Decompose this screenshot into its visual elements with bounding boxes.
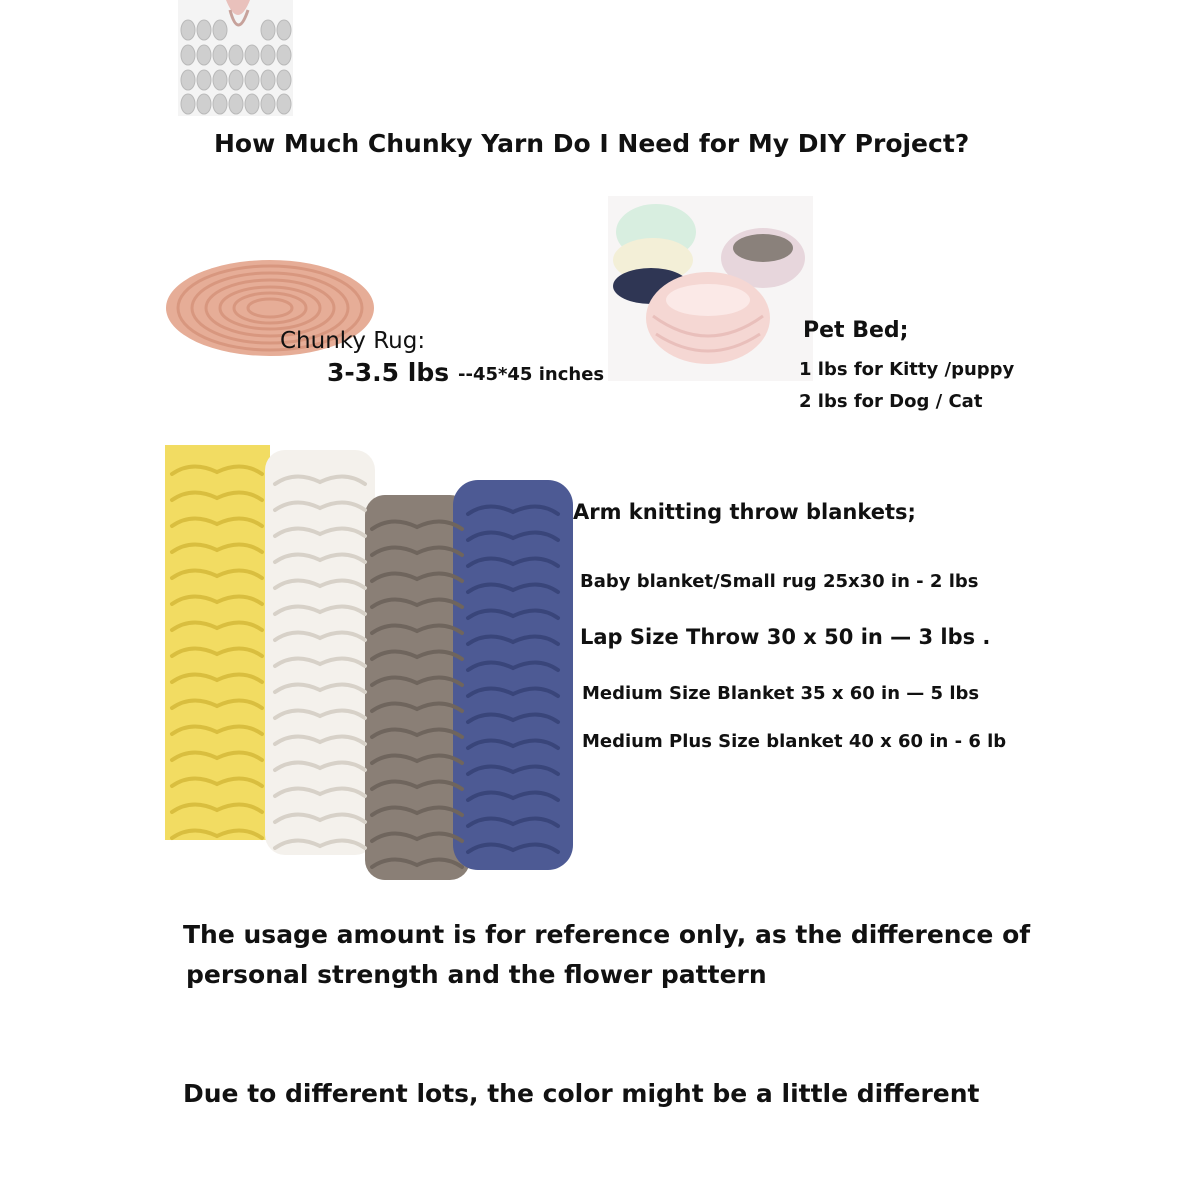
blanket-size-line: Baby blanket/Small rug 25x30 in - 2 lbs xyxy=(580,571,979,592)
blanket-size-line: Medium Plus Size blanket 40 x 60 in - 6 lb xyxy=(582,731,1007,752)
pet-bed-photo xyxy=(608,196,813,381)
pet-bed-line: 1 lbs for Kitty /puppy xyxy=(799,359,1015,380)
pet-baskets-graphic xyxy=(608,196,813,381)
usage-note-line-1: The usage amount is for reference only, as the difference of xyxy=(183,920,1031,949)
top-knit-graphic xyxy=(178,0,293,116)
color-note: Due to different lots, the color might be a little different xyxy=(183,1079,980,1108)
blankets-label: Arm knitting throw blankets; xyxy=(573,500,916,524)
page-title: How Much Chunky Yarn Do I Need for My DIY Project? xyxy=(214,129,970,158)
rug-label: Chunky Rug: xyxy=(280,328,426,354)
braided-blankets-graphic xyxy=(165,445,575,885)
rug-size: --45*45 inches xyxy=(458,364,605,385)
blankets-photo xyxy=(165,445,575,885)
blanket-size-line: Medium Size Blanket 35 x 60 in — 5 lbs xyxy=(582,683,980,704)
top-knit-photo xyxy=(178,0,293,116)
pet-bed-line: 2 lbs for Dog / Cat xyxy=(799,391,983,412)
blanket-size-line: Lap Size Throw 30 x 50 in — 3 lbs . xyxy=(580,625,991,649)
usage-note-line-2: personal strength and the flower pattern xyxy=(186,960,767,989)
rug-weight: 3-3.5 lbs xyxy=(327,358,450,387)
pet-bed-label: Pet Bed; xyxy=(803,318,909,343)
